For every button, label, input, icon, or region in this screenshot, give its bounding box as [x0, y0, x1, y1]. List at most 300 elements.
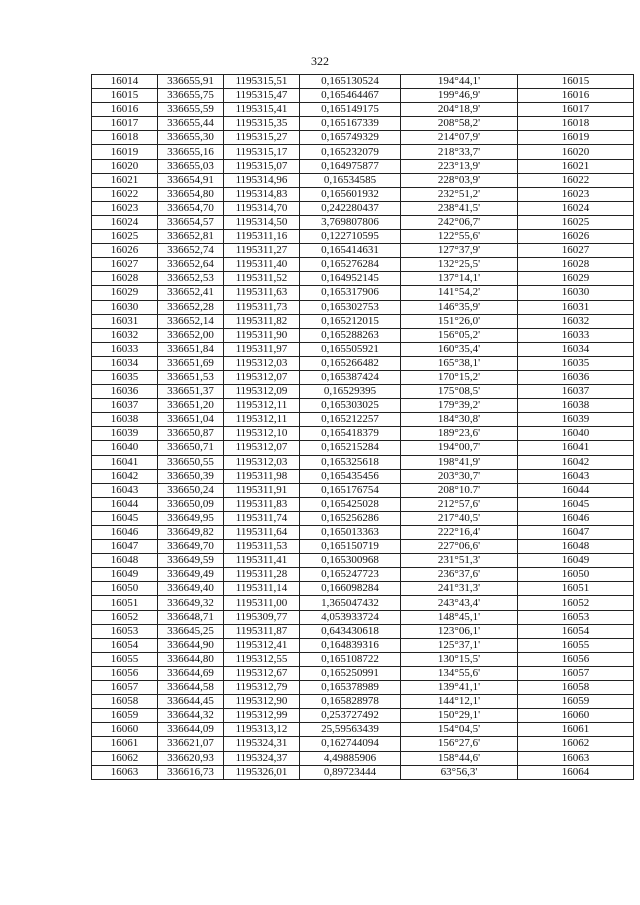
distance-cell: 0,162744094 — [300, 737, 401, 751]
x-coordinate-cell: 336644,32 — [158, 709, 224, 723]
point-number-cell: 16020 — [92, 159, 158, 173]
next-point-cell: 16044 — [518, 483, 634, 497]
table-row — [92, 723, 634, 737]
table-row — [92, 413, 634, 427]
point-number-cell: 16016 — [92, 103, 158, 117]
x-coordinate-cell: 336649,59 — [158, 554, 224, 568]
point-number-cell: 16039 — [92, 427, 158, 441]
distance-cell: 0,165414631 — [300, 244, 401, 258]
y-coordinate-cell: 1195311,53 — [224, 540, 300, 554]
y-coordinate-cell: 1195315,41 — [224, 103, 300, 117]
distance-cell: 0,165212015 — [300, 314, 401, 328]
point-number-cell: 16059 — [92, 709, 158, 723]
bearing-cell: 189°23,6' — [401, 427, 518, 441]
bearing-cell: 170°15,2' — [401, 370, 518, 384]
next-point-cell: 16046 — [518, 511, 634, 525]
next-point-cell: 16050 — [518, 568, 634, 582]
next-point-cell: 16037 — [518, 385, 634, 399]
bearing-cell: 139°41,1' — [401, 681, 518, 695]
distance-cell: 0,164839316 — [300, 638, 401, 652]
next-point-cell: 16020 — [518, 145, 634, 159]
bearing-cell: 154°04,5' — [401, 723, 518, 737]
x-coordinate-cell: 336652,81 — [158, 230, 224, 244]
y-coordinate-cell: 1195311,74 — [224, 511, 300, 525]
distance-cell: 0,165601932 — [300, 187, 401, 201]
table-row — [92, 483, 634, 497]
distance-cell: 0,165247723 — [300, 568, 401, 582]
point-number-cell: 16026 — [92, 244, 158, 258]
distance-cell: 0,165176754 — [300, 483, 401, 497]
x-coordinate-cell: 336654,70 — [158, 201, 224, 215]
x-coordinate-cell: 336654,80 — [158, 187, 224, 201]
bearing-cell: 134°55,6' — [401, 666, 518, 680]
bearing-cell: 212°57,6' — [401, 497, 518, 511]
table-row — [92, 342, 634, 356]
x-coordinate-cell: 336652,74 — [158, 244, 224, 258]
next-point-cell: 16049 — [518, 554, 634, 568]
distance-cell: 0,165276284 — [300, 258, 401, 272]
table-row — [92, 610, 634, 624]
bearing-cell: 194°00,7' — [401, 441, 518, 455]
distance-cell: 0,165378989 — [300, 681, 401, 695]
table-row — [92, 596, 634, 610]
point-number-cell: 16060 — [92, 723, 158, 737]
next-point-cell: 16032 — [518, 314, 634, 328]
x-coordinate-cell: 336649,95 — [158, 511, 224, 525]
y-coordinate-cell: 1195312,03 — [224, 455, 300, 469]
next-point-cell: 16064 — [518, 765, 634, 779]
next-point-cell: 16061 — [518, 723, 634, 737]
next-point-cell: 16053 — [518, 610, 634, 624]
point-number-cell: 16041 — [92, 455, 158, 469]
y-coordinate-cell: 1195311,27 — [224, 244, 300, 258]
table-row — [92, 173, 634, 187]
bearing-cell: 150°29,1' — [401, 709, 518, 723]
bearing-cell: 236°37,6' — [401, 568, 518, 582]
next-point-cell: 16055 — [518, 638, 634, 652]
next-point-cell: 16051 — [518, 582, 634, 596]
x-coordinate-cell: 336620,93 — [158, 751, 224, 765]
x-coordinate-cell: 336652,64 — [158, 258, 224, 272]
table-row — [92, 681, 634, 695]
table-row — [92, 695, 634, 709]
point-number-cell: 16054 — [92, 638, 158, 652]
table-row — [92, 356, 634, 370]
bearing-cell: 204°18,9' — [401, 103, 518, 117]
page-number: 322 — [311, 54, 329, 68]
y-coordinate-cell: 1195315,27 — [224, 131, 300, 145]
point-number-cell: 16022 — [92, 187, 158, 201]
x-coordinate-cell: 336652,00 — [158, 328, 224, 342]
table-row — [92, 370, 634, 384]
point-number-cell: 16030 — [92, 300, 158, 314]
point-number-cell: 16063 — [92, 765, 158, 779]
y-coordinate-cell: 1195311,52 — [224, 272, 300, 286]
y-coordinate-cell: 1195312,99 — [224, 709, 300, 723]
point-number-cell: 16062 — [92, 751, 158, 765]
distance-cell: 0,165250991 — [300, 666, 401, 680]
table-row — [92, 526, 634, 540]
distance-cell: 0,165150719 — [300, 540, 401, 554]
x-coordinate-cell: 336655,44 — [158, 117, 224, 131]
table-row — [92, 159, 634, 173]
y-coordinate-cell: 1195312,11 — [224, 399, 300, 413]
bearing-cell: 148°45,1' — [401, 610, 518, 624]
x-coordinate-cell: 336650,39 — [158, 469, 224, 483]
y-coordinate-cell: 1195312,67 — [224, 666, 300, 680]
point-number-cell: 16053 — [92, 624, 158, 638]
distance-cell: 0,16534585 — [300, 173, 401, 187]
x-coordinate-cell: 336650,87 — [158, 427, 224, 441]
x-coordinate-cell: 336650,71 — [158, 441, 224, 455]
y-coordinate-cell: 1195311,14 — [224, 582, 300, 596]
bearing-cell: 141°54,2' — [401, 286, 518, 300]
table-row — [92, 187, 634, 201]
bearing-cell: 199°46,9' — [401, 89, 518, 103]
y-coordinate-cell: 1195313,12 — [224, 723, 300, 737]
bearing-cell: 184°30,8' — [401, 413, 518, 427]
bearing-cell: 223°13,9' — [401, 159, 518, 173]
y-coordinate-cell: 1195315,47 — [224, 89, 300, 103]
next-point-cell: 16035 — [518, 356, 634, 370]
bearing-cell: 241°31,3' — [401, 582, 518, 596]
y-coordinate-cell: 1195311,63 — [224, 286, 300, 300]
table-row — [92, 258, 634, 272]
y-coordinate-cell: 1195312,79 — [224, 681, 300, 695]
point-number-cell: 16046 — [92, 526, 158, 540]
distance-cell: 0,165266482 — [300, 356, 401, 370]
bearing-cell: 132°25,5' — [401, 258, 518, 272]
distance-cell: 0,165288263 — [300, 328, 401, 342]
table-row — [92, 765, 634, 779]
next-point-cell: 16041 — [518, 441, 634, 455]
next-point-cell: 16016 — [518, 89, 634, 103]
next-point-cell: 16036 — [518, 370, 634, 384]
x-coordinate-cell: 336650,24 — [158, 483, 224, 497]
point-number-cell: 16042 — [92, 469, 158, 483]
bearing-cell: 160°35,4' — [401, 342, 518, 356]
point-number-cell: 16023 — [92, 201, 158, 215]
bearing-cell: 222°16,4' — [401, 526, 518, 540]
y-coordinate-cell: 1195312,11 — [224, 413, 300, 427]
distance-cell: 0,165435456 — [300, 469, 401, 483]
x-coordinate-cell: 336644,45 — [158, 695, 224, 709]
point-number-cell: 16048 — [92, 554, 158, 568]
point-number-cell: 16047 — [92, 540, 158, 554]
point-number-cell: 16056 — [92, 666, 158, 680]
distance-cell: 0,16529395 — [300, 385, 401, 399]
distance-cell: 0,253727492 — [300, 709, 401, 723]
table-row — [92, 117, 634, 131]
distance-cell: 0,165302753 — [300, 300, 401, 314]
x-coordinate-cell: 336654,91 — [158, 173, 224, 187]
distance-cell: 0,165232079 — [300, 145, 401, 159]
y-coordinate-cell: 1195311,16 — [224, 230, 300, 244]
distance-cell: 0,165303025 — [300, 399, 401, 413]
next-point-cell: 16057 — [518, 666, 634, 680]
y-coordinate-cell: 1195311,73 — [224, 300, 300, 314]
y-coordinate-cell: 1195312,41 — [224, 638, 300, 652]
coordinates-table-body — [92, 75, 634, 780]
distance-cell: 4,053933724 — [300, 610, 401, 624]
x-coordinate-cell: 336651,37 — [158, 385, 224, 399]
table-row — [92, 328, 634, 342]
next-point-cell: 16022 — [518, 173, 634, 187]
point-number-cell: 16035 — [92, 370, 158, 384]
bearing-cell: 217°40,5' — [401, 511, 518, 525]
table-row — [92, 286, 634, 300]
x-coordinate-cell: 336655,16 — [158, 145, 224, 159]
x-coordinate-cell: 336616,73 — [158, 765, 224, 779]
point-number-cell: 16055 — [92, 652, 158, 666]
bearing-cell: 156°27,6' — [401, 737, 518, 751]
point-number-cell: 16034 — [92, 356, 158, 370]
y-coordinate-cell: 1195314,96 — [224, 173, 300, 187]
next-point-cell: 16025 — [518, 215, 634, 229]
next-point-cell: 16033 — [518, 328, 634, 342]
bearing-cell: 130°15,5' — [401, 652, 518, 666]
distance-cell: 0,165425028 — [300, 497, 401, 511]
distance-cell: 0,164975877 — [300, 159, 401, 173]
table-row — [92, 399, 634, 413]
table-row — [92, 554, 634, 568]
y-coordinate-cell: 1195314,50 — [224, 215, 300, 229]
next-point-cell: 16060 — [518, 709, 634, 723]
y-coordinate-cell: 1195309,77 — [224, 610, 300, 624]
point-number-cell: 16049 — [92, 568, 158, 582]
x-coordinate-cell: 336644,69 — [158, 666, 224, 680]
table-row — [92, 568, 634, 582]
point-number-cell: 16033 — [92, 342, 158, 356]
x-coordinate-cell: 336652,53 — [158, 272, 224, 286]
x-coordinate-cell: 336644,58 — [158, 681, 224, 695]
next-point-cell: 16038 — [518, 399, 634, 413]
bearing-cell: 123°06,1' — [401, 624, 518, 638]
table-row — [92, 540, 634, 554]
y-coordinate-cell: 1195311,83 — [224, 497, 300, 511]
distance-cell: 25,59563439 — [300, 723, 401, 737]
y-coordinate-cell: 1195312,07 — [224, 441, 300, 455]
x-coordinate-cell: 336649,70 — [158, 540, 224, 554]
bearing-cell: 158°44,6' — [401, 751, 518, 765]
next-point-cell: 16027 — [518, 244, 634, 258]
x-coordinate-cell: 336649,32 — [158, 596, 224, 610]
point-number-cell: 16036 — [92, 385, 158, 399]
next-point-cell: 16047 — [518, 526, 634, 540]
x-coordinate-cell: 336645,25 — [158, 624, 224, 638]
point-number-cell: 16018 — [92, 131, 158, 145]
table-row — [92, 737, 634, 751]
bearing-cell: 156°05,2' — [401, 328, 518, 342]
x-coordinate-cell: 336651,69 — [158, 356, 224, 370]
next-point-cell: 16031 — [518, 300, 634, 314]
y-coordinate-cell: 1195311,00 — [224, 596, 300, 610]
table-row — [92, 75, 634, 89]
table-row — [92, 230, 634, 244]
table-row — [92, 89, 634, 103]
table-row — [92, 215, 634, 229]
distance-cell: 0,242280437 — [300, 201, 401, 215]
x-coordinate-cell: 336651,20 — [158, 399, 224, 413]
distance-cell: 0,165108722 — [300, 652, 401, 666]
distance-cell: 0,166098284 — [300, 582, 401, 596]
distance-cell: 0,165300968 — [300, 554, 401, 568]
x-coordinate-cell: 336649,49 — [158, 568, 224, 582]
y-coordinate-cell: 1195311,87 — [224, 624, 300, 638]
distance-cell: 0,165212257 — [300, 413, 401, 427]
x-coordinate-cell: 336655,75 — [158, 89, 224, 103]
table-row — [92, 638, 634, 652]
x-coordinate-cell: 336652,14 — [158, 314, 224, 328]
bearing-cell: 238°41,5' — [401, 201, 518, 215]
y-coordinate-cell: 1195311,98 — [224, 469, 300, 483]
table-row — [92, 244, 634, 258]
x-coordinate-cell: 336655,30 — [158, 131, 224, 145]
bearing-cell: 137°14,1' — [401, 272, 518, 286]
bearing-cell: 127°37,9' — [401, 244, 518, 258]
point-number-cell: 16032 — [92, 328, 158, 342]
table-row — [92, 455, 634, 469]
distance-cell: 0,643430618 — [300, 624, 401, 638]
point-number-cell: 16031 — [92, 314, 158, 328]
point-number-cell: 16037 — [92, 399, 158, 413]
table-row — [92, 300, 634, 314]
table-row — [92, 385, 634, 399]
bearing-cell: 151°26,0' — [401, 314, 518, 328]
y-coordinate-cell: 1195311,97 — [224, 342, 300, 356]
distance-cell: 0,165013363 — [300, 526, 401, 540]
distance-cell: 0,165130524 — [300, 75, 401, 89]
bearing-cell: 175°08,5' — [401, 385, 518, 399]
point-number-cell: 16028 — [92, 272, 158, 286]
distance-cell: 0,165464467 — [300, 89, 401, 103]
table-row — [92, 497, 634, 511]
x-coordinate-cell: 336644,80 — [158, 652, 224, 666]
y-coordinate-cell: 1195311,41 — [224, 554, 300, 568]
next-point-cell: 16021 — [518, 159, 634, 173]
table-row — [92, 709, 634, 723]
table-row — [92, 145, 634, 159]
next-point-cell: 16054 — [518, 624, 634, 638]
table-row — [92, 272, 634, 286]
distance-cell: 0,165749329 — [300, 131, 401, 145]
point-number-cell: 16052 — [92, 610, 158, 624]
next-point-cell: 16017 — [518, 103, 634, 117]
bearing-cell: 242°06,7' — [401, 215, 518, 229]
table-row — [92, 666, 634, 680]
point-number-cell: 16024 — [92, 215, 158, 229]
x-coordinate-cell: 336650,09 — [158, 497, 224, 511]
bearing-cell: 198°41,9' — [401, 455, 518, 469]
next-point-cell: 16019 — [518, 131, 634, 145]
y-coordinate-cell: 1195312,09 — [224, 385, 300, 399]
distance-cell: 0,165387424 — [300, 370, 401, 384]
point-number-cell: 16021 — [92, 173, 158, 187]
y-coordinate-cell: 1195314,83 — [224, 187, 300, 201]
next-point-cell: 16029 — [518, 272, 634, 286]
distance-cell: 4,49885906 — [300, 751, 401, 765]
bearing-cell: 146°35,9' — [401, 300, 518, 314]
y-coordinate-cell: 1195324,31 — [224, 737, 300, 751]
y-coordinate-cell: 1195315,17 — [224, 145, 300, 159]
x-coordinate-cell: 336652,41 — [158, 286, 224, 300]
next-point-cell: 16034 — [518, 342, 634, 356]
bearing-cell: 243°43,4' — [401, 596, 518, 610]
y-coordinate-cell: 1195315,35 — [224, 117, 300, 131]
x-coordinate-cell: 336644,90 — [158, 638, 224, 652]
point-number-cell: 16029 — [92, 286, 158, 300]
bearing-cell: 218°33,7' — [401, 145, 518, 159]
x-coordinate-cell: 336651,53 — [158, 370, 224, 384]
distance-cell: 0,165317906 — [300, 286, 401, 300]
point-number-cell: 16045 — [92, 511, 158, 525]
next-point-cell: 16028 — [518, 258, 634, 272]
table-row — [92, 427, 634, 441]
table-row — [92, 441, 634, 455]
x-coordinate-cell: 336621,07 — [158, 737, 224, 751]
distance-cell: 0,165149175 — [300, 103, 401, 117]
distance-cell: 0,165505921 — [300, 342, 401, 356]
point-number-cell: 16058 — [92, 695, 158, 709]
y-coordinate-cell: 1195311,40 — [224, 258, 300, 272]
bearing-cell: 208°58,2' — [401, 117, 518, 131]
y-coordinate-cell: 1195315,07 — [224, 159, 300, 173]
next-point-cell: 16048 — [518, 540, 634, 554]
bearing-cell: 165°38,1' — [401, 356, 518, 370]
distance-cell: 0,165325618 — [300, 455, 401, 469]
x-coordinate-cell: 336651,84 — [158, 342, 224, 356]
distance-cell: 3,769807806 — [300, 215, 401, 229]
point-number-cell: 16043 — [92, 483, 158, 497]
x-coordinate-cell: 336650,55 — [158, 455, 224, 469]
next-point-cell: 16043 — [518, 469, 634, 483]
bearing-cell: 203°30,7' — [401, 469, 518, 483]
table-row — [92, 511, 634, 525]
point-number-cell: 16038 — [92, 413, 158, 427]
table-row — [92, 652, 634, 666]
next-point-cell: 16030 — [518, 286, 634, 300]
table-row — [92, 103, 634, 117]
table-row — [92, 751, 634, 765]
point-number-cell: 16027 — [92, 258, 158, 272]
point-number-cell: 16017 — [92, 117, 158, 131]
x-coordinate-cell: 336649,82 — [158, 526, 224, 540]
distance-cell: 0,165418379 — [300, 427, 401, 441]
bearing-cell: 228°03,9' — [401, 173, 518, 187]
x-coordinate-cell: 336651,04 — [158, 413, 224, 427]
point-number-cell: 16061 — [92, 737, 158, 751]
table-row — [92, 582, 634, 596]
y-coordinate-cell: 1195312,55 — [224, 652, 300, 666]
bearing-cell: 214°07,9' — [401, 131, 518, 145]
bearing-cell: 125°37,1' — [401, 638, 518, 652]
next-point-cell: 16063 — [518, 751, 634, 765]
coordinates-table — [91, 74, 634, 780]
y-coordinate-cell: 1195311,82 — [224, 314, 300, 328]
distance-cell: 1,365047432 — [300, 596, 401, 610]
next-point-cell: 16059 — [518, 695, 634, 709]
x-coordinate-cell: 336652,28 — [158, 300, 224, 314]
x-coordinate-cell: 336655,91 — [158, 75, 224, 89]
bearing-cell: 232°51,2' — [401, 187, 518, 201]
next-point-cell: 16023 — [518, 187, 634, 201]
y-coordinate-cell: 1195311,90 — [224, 328, 300, 342]
next-point-cell: 16039 — [518, 413, 634, 427]
point-number-cell: 16025 — [92, 230, 158, 244]
y-coordinate-cell: 1195312,90 — [224, 695, 300, 709]
y-coordinate-cell: 1195312,03 — [224, 356, 300, 370]
point-number-cell: 16014 — [92, 75, 158, 89]
